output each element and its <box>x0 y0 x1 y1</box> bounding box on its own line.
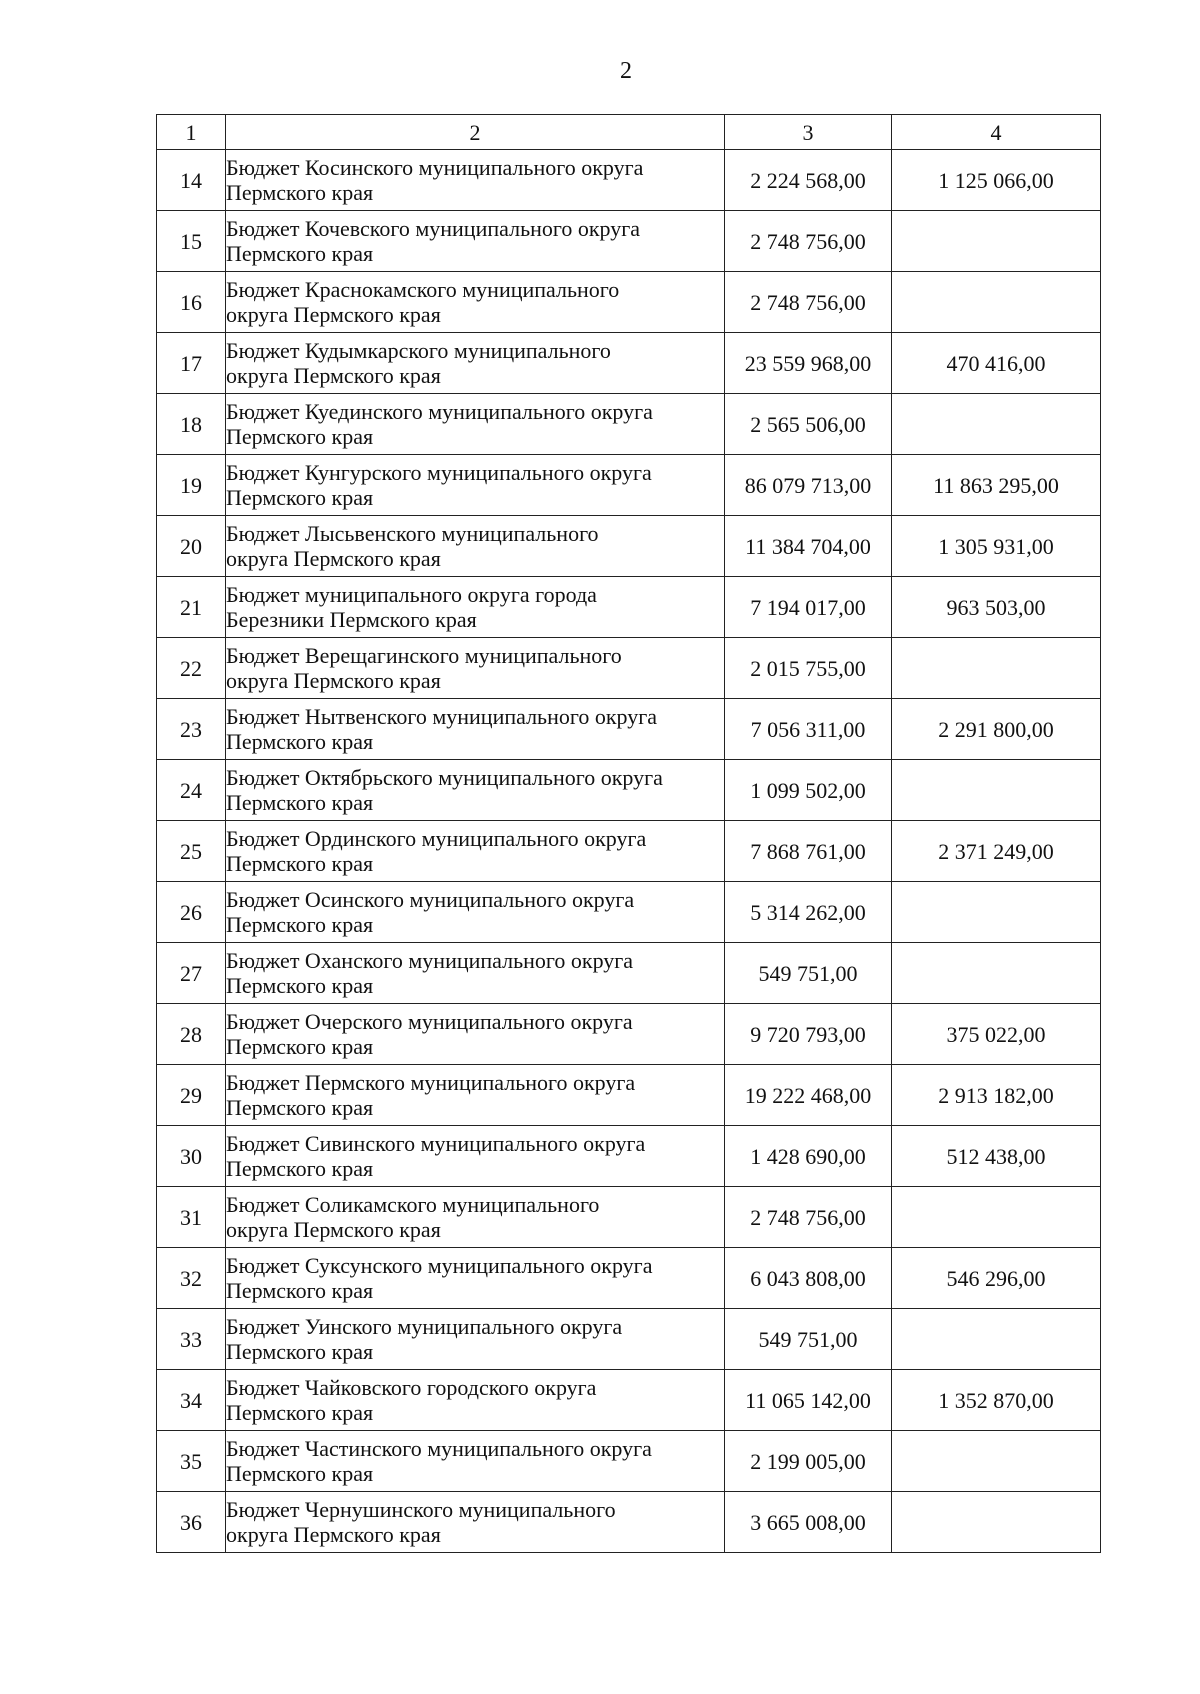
budget-name-line: Бюджет Оханского муниципального округа <box>226 948 634 973</box>
row-number-cell: 26 <box>157 882 226 943</box>
row-number-cell: 24 <box>157 760 226 821</box>
amount-column-4-cell <box>892 882 1101 943</box>
budget-name-line: Пермского края <box>226 790 374 815</box>
table-body <box>157 150 1101 1553</box>
budget-name-line: Пермского края <box>226 241 374 266</box>
amount-column-3-cell: 11 065 142,00 <box>725 1370 892 1431</box>
amount-column-3-cell: 2 748 756,00 <box>725 1187 892 1248</box>
row-number-cell: 21 <box>157 577 226 638</box>
budget-name-line: Бюджет Очерского муниципального округа <box>226 1009 633 1034</box>
budget-name-line: Пермского края <box>226 1461 374 1486</box>
table-row <box>157 1065 1101 1126</box>
row-number-cell: 25 <box>157 821 226 882</box>
budget-name-line: Пермского края <box>226 1034 374 1059</box>
budget-name-cell <box>226 272 725 333</box>
budget-name-line: Бюджет Кудымкарского муниципального <box>226 338 611 363</box>
budget-name-line: Пермского края <box>226 851 374 876</box>
amount-column-3-cell: 1 099 502,00 <box>725 760 892 821</box>
budget-name-line: Бюджет Лысьвенского муниципального <box>226 521 599 546</box>
column-header-1: 1 <box>157 115 226 150</box>
amount-column-3-cell: 7 194 017,00 <box>725 577 892 638</box>
amount-column-3-cell: 3 665 008,00 <box>725 1492 892 1553</box>
budget-name-line: Пермского края <box>226 912 374 937</box>
budget-name-line: Бюджет Краснокамского муниципального <box>226 277 620 302</box>
amount-column-4-cell <box>892 638 1101 699</box>
budget-name-cell <box>226 455 725 516</box>
row-number-cell: 19 <box>157 455 226 516</box>
table-row <box>157 821 1101 882</box>
budget-name-cell <box>226 1431 725 1492</box>
budget-name-line: Пермского края <box>226 1400 374 1425</box>
amount-column-3-cell: 11 384 704,00 <box>725 516 892 577</box>
amount-column-4-cell <box>892 272 1101 333</box>
budget-name-line: Бюджет Верещагинского муниципального <box>226 643 622 668</box>
budget-name-cell <box>226 1492 725 1553</box>
budget-name-cell <box>226 1004 725 1065</box>
table-row <box>157 1248 1101 1309</box>
amount-column-4-cell: 11 863 295,00 <box>892 455 1101 516</box>
budget-name-cell <box>226 760 725 821</box>
budget-name-line: Пермского края <box>226 1278 374 1303</box>
table-row <box>157 1370 1101 1431</box>
row-number-cell: 36 <box>157 1492 226 1553</box>
amount-column-3-cell: 6 043 808,00 <box>725 1248 892 1309</box>
amount-column-4-cell <box>892 211 1101 272</box>
budget-name-cell <box>226 1370 725 1431</box>
table-row <box>157 150 1101 211</box>
budget-name-line: Бюджет Куединского муниципального округа <box>226 399 653 424</box>
column-header-4: 4 <box>892 115 1101 150</box>
budget-table <box>156 114 1101 1553</box>
amount-column-3-cell: 2 748 756,00 <box>725 272 892 333</box>
column-header-2: 2 <box>226 115 725 150</box>
row-number-cell: 15 <box>157 211 226 272</box>
budget-name-line: Бюджет Октябрьского муниципального округа <box>226 765 663 790</box>
budget-name-line: Бюджет Косинского муниципального округа <box>226 155 644 180</box>
amount-column-3-cell: 86 079 713,00 <box>725 455 892 516</box>
budget-name-line: округа Пермского края <box>226 1217 441 1242</box>
budget-name-line: Пермского края <box>226 1095 374 1120</box>
budget-name-line: Бюджет Чайковского городского округа <box>226 1375 597 1400</box>
budget-name-cell <box>226 1248 725 1309</box>
budget-name-cell <box>226 211 725 272</box>
budget-name-line: Березники Пермского края <box>226 607 477 632</box>
amount-column-3-cell: 7 056 311,00 <box>725 699 892 760</box>
row-number-cell: 32 <box>157 1248 226 1309</box>
amount-column-3-cell: 19 222 468,00 <box>725 1065 892 1126</box>
budget-name-line: Бюджет Пермского муниципального округа <box>226 1070 636 1095</box>
amount-column-3-cell: 7 868 761,00 <box>725 821 892 882</box>
budget-name-line: Бюджет Частинского муниципального округа <box>226 1436 652 1461</box>
budget-name-line: Пермского края <box>226 485 374 510</box>
budget-name-cell <box>226 943 725 1004</box>
budget-name-cell <box>226 333 725 394</box>
budget-name-line: Бюджет Соликамского муниципального <box>226 1192 600 1217</box>
table-row <box>157 638 1101 699</box>
table-row <box>157 882 1101 943</box>
amount-column-3-cell: 549 751,00 <box>725 1309 892 1370</box>
row-number-cell: 16 <box>157 272 226 333</box>
table-row <box>157 577 1101 638</box>
amount-column-3-cell: 549 751,00 <box>725 943 892 1004</box>
budget-name-cell <box>226 516 725 577</box>
budget-name-cell <box>226 1126 725 1187</box>
amount-column-3-cell: 23 559 968,00 <box>725 333 892 394</box>
budget-name-cell <box>226 1309 725 1370</box>
budget-name-cell <box>226 577 725 638</box>
amount-column-3-cell: 1 428 690,00 <box>725 1126 892 1187</box>
amount-column-4-cell <box>892 1309 1101 1370</box>
row-number-cell: 33 <box>157 1309 226 1370</box>
budget-name-line: Бюджет Нытвенского муниципального округа <box>226 704 658 729</box>
budget-name-line: Бюджет Сивинского муниципального округа <box>226 1131 646 1156</box>
amount-column-3-cell: 2 565 506,00 <box>725 394 892 455</box>
table-row <box>157 211 1101 272</box>
amount-column-4-cell: 512 438,00 <box>892 1126 1101 1187</box>
budget-name-line: Бюджет Кочевского муниципального округа <box>226 216 641 241</box>
row-number-cell: 35 <box>157 1431 226 1492</box>
amount-column-4-cell <box>892 943 1101 1004</box>
table-row <box>157 1492 1101 1553</box>
budget-name-line: Бюджет муниципального округа города <box>226 582 597 607</box>
amount-column-4-cell: 2 913 182,00 <box>892 1065 1101 1126</box>
table-header-row <box>157 115 1101 150</box>
amount-column-4-cell: 2 371 249,00 <box>892 821 1101 882</box>
amount-column-4-cell: 1 352 870,00 <box>892 1370 1101 1431</box>
amount-column-4-cell: 1 125 066,00 <box>892 150 1101 211</box>
table-row <box>157 333 1101 394</box>
budget-name-cell <box>226 882 725 943</box>
budget-name-line: Пермского края <box>226 729 374 754</box>
amount-column-4-cell: 1 305 931,00 <box>892 516 1101 577</box>
row-number-cell: 31 <box>157 1187 226 1248</box>
budget-name-line: Пермского края <box>226 424 374 449</box>
budget-name-cell <box>226 1065 725 1126</box>
table-row <box>157 1187 1101 1248</box>
amount-column-4-cell <box>892 1431 1101 1492</box>
budget-name-line: Пермского края <box>226 1339 374 1364</box>
amount-column-3-cell: 2 199 005,00 <box>725 1431 892 1492</box>
budget-name-line: округа Пермского края <box>226 546 441 571</box>
budget-name-line: Бюджет Осинского муниципального округа <box>226 887 635 912</box>
table-row <box>157 394 1101 455</box>
row-number-cell: 18 <box>157 394 226 455</box>
amount-column-4-cell: 2 291 800,00 <box>892 699 1101 760</box>
row-number-cell: 22 <box>157 638 226 699</box>
budget-name-line: Пермского края <box>226 1156 374 1181</box>
page-number: 2 <box>620 58 632 84</box>
row-number-cell: 17 <box>157 333 226 394</box>
budget-name-cell <box>226 699 725 760</box>
amount-column-3-cell: 2 748 756,00 <box>725 211 892 272</box>
budget-name-line: округа Пермского края <box>226 1522 441 1547</box>
row-number-cell: 30 <box>157 1126 226 1187</box>
table-row <box>157 1309 1101 1370</box>
row-number-cell: 20 <box>157 516 226 577</box>
row-number-cell: 28 <box>157 1004 226 1065</box>
table-row <box>157 1431 1101 1492</box>
budget-name-line: Пермского края <box>226 973 374 998</box>
table-row <box>157 760 1101 821</box>
budget-name-line: округа Пермского края <box>226 363 441 388</box>
column-header-3: 3 <box>725 115 892 150</box>
budget-name-cell <box>226 1187 725 1248</box>
table-row <box>157 1126 1101 1187</box>
budget-name-cell <box>226 150 725 211</box>
table-row <box>157 699 1101 760</box>
row-number-cell: 34 <box>157 1370 226 1431</box>
amount-column-3-cell: 2 224 568,00 <box>725 150 892 211</box>
table-row <box>157 943 1101 1004</box>
amount-column-4-cell <box>892 1187 1101 1248</box>
amount-column-4-cell <box>892 1492 1101 1553</box>
amount-column-3-cell: 2 015 755,00 <box>725 638 892 699</box>
table-row <box>157 516 1101 577</box>
table-row <box>157 272 1101 333</box>
amount-column-4-cell: 375 022,00 <box>892 1004 1101 1065</box>
budget-name-line: Бюджет Ординского муниципального округа <box>226 826 647 851</box>
budget-name-cell <box>226 638 725 699</box>
row-number-cell: 27 <box>157 943 226 1004</box>
budget-name-line: Пермского края <box>226 180 374 205</box>
budget-name-line: округа Пермского края <box>226 668 441 693</box>
budget-name-line: Бюджет Уинского муниципального округа <box>226 1314 623 1339</box>
table-row <box>157 455 1101 516</box>
budget-name-line: округа Пермского края <box>226 302 441 327</box>
amount-column-4-cell <box>892 760 1101 821</box>
budget-name-cell <box>226 821 725 882</box>
amount-column-4-cell <box>892 394 1101 455</box>
row-number-cell: 23 <box>157 699 226 760</box>
amount-column-4-cell: 470 416,00 <box>892 333 1101 394</box>
table-row <box>157 1004 1101 1065</box>
budget-name-line: Бюджет Чернушинского муниципального <box>226 1497 616 1522</box>
amount-column-4-cell: 546 296,00 <box>892 1248 1101 1309</box>
row-number-cell: 14 <box>157 150 226 211</box>
budget-name-line: Бюджет Кунгурского муниципального округа <box>226 460 652 485</box>
row-number-cell: 29 <box>157 1065 226 1126</box>
budget-name-cell <box>226 394 725 455</box>
amount-column-4-cell: 963 503,00 <box>892 577 1101 638</box>
budget-name-line: Бюджет Суксунского муниципального округа <box>226 1253 653 1278</box>
amount-column-3-cell: 5 314 262,00 <box>725 882 892 943</box>
amount-column-3-cell: 9 720 793,00 <box>725 1004 892 1065</box>
